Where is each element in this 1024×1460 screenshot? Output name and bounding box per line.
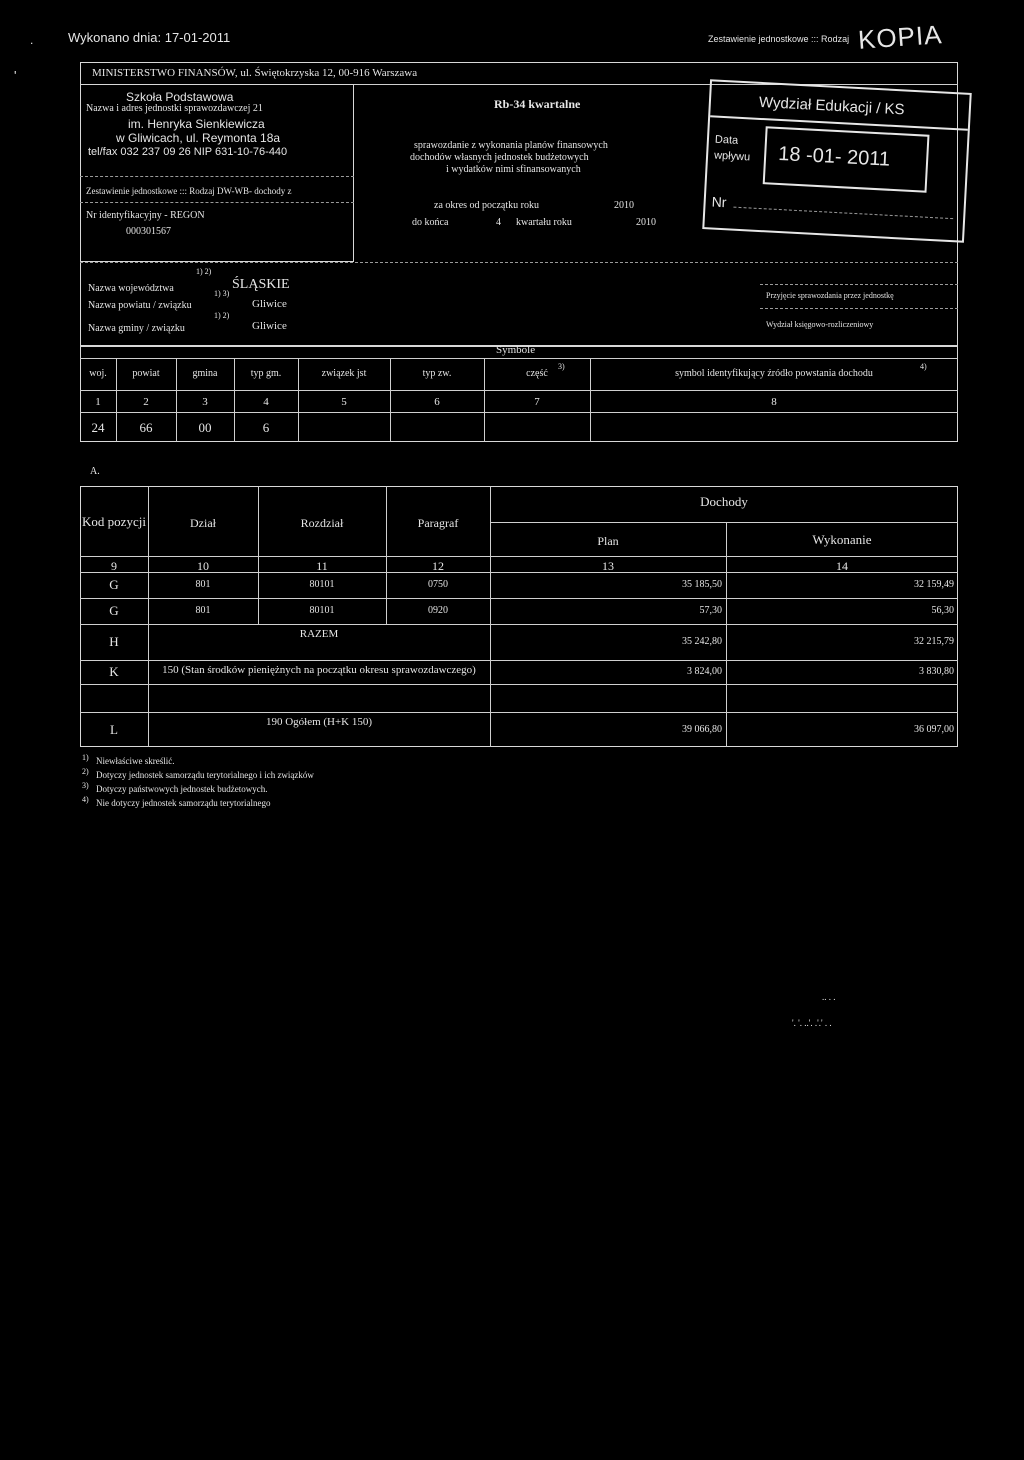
row-line bbox=[80, 624, 958, 625]
symbols-sup-czesc: 3) bbox=[558, 362, 565, 371]
period-from: za okres od początku roku bbox=[434, 200, 539, 211]
right-rule-1 bbox=[760, 284, 958, 285]
scribble-1: .. . . bbox=[822, 992, 836, 1002]
col-number: 14 bbox=[836, 559, 848, 573]
symbols-header-czesc: część bbox=[526, 368, 548, 379]
receipt-stamp bbox=[702, 79, 971, 243]
woj-value: ŚLĄSKIE bbox=[232, 277, 290, 292]
row-desc: 150 (Stan środków pieniężnych na początku okresu sprawozdawczego) bbox=[162, 664, 476, 676]
row-plan: 57,30 bbox=[699, 605, 722, 616]
top-right-text: Zestawienie jednostkowe ::: Rodzaj bbox=[708, 34, 850, 44]
report-desc-3: i wydatków nimi sfinansowanych bbox=[446, 164, 581, 175]
period-to: do końca bbox=[412, 217, 449, 228]
row-paragraf: 0750 bbox=[428, 579, 448, 590]
report-desc-2: dochodów własnych jednostek budżetowych bbox=[410, 152, 589, 163]
footnote-number: 2) bbox=[82, 767, 89, 776]
symbols-num-gmina: 3 bbox=[202, 396, 208, 408]
symbols-value-gmina: 00 bbox=[198, 420, 212, 435]
stamp-rule bbox=[710, 115, 968, 130]
row-desc: RAZEM bbox=[299, 628, 339, 640]
right-note-1: Przyjęcie sprawozdania przez jednostkę bbox=[766, 291, 894, 300]
footnote-text: Niewłaściwe skreślić. bbox=[96, 756, 175, 766]
symbols-sup-symbol: 4) bbox=[920, 362, 927, 371]
row-desc: 190 Ogółem (H+K 150) bbox=[265, 716, 373, 728]
right-note-2: Wydział księgowo-rozliczeniowy bbox=[766, 320, 874, 329]
period-year-2: 2010 bbox=[636, 217, 656, 228]
report-title: Rb-34 kwartalne bbox=[494, 97, 581, 111]
scribble-2: '. '. ..'. .'.' . . bbox=[792, 1018, 832, 1028]
ministry-line: MINISTERSTWO FINANSÓW, ul. Świętokrzyska 12, 00-916 Warszawa bbox=[92, 67, 418, 79]
kopia-stamp: KOPIA bbox=[857, 19, 944, 55]
row-plan: 35 242,80 bbox=[682, 636, 722, 647]
h-paragraf: Paragraf bbox=[417, 516, 459, 530]
stamp-nr: Nr bbox=[711, 193, 727, 211]
symbols-rule-1 bbox=[80, 358, 958, 359]
col-line-rozdzial bbox=[386, 486, 387, 624]
footnote-text: Dotyczy państwowych jednostek budżetowych. bbox=[96, 784, 268, 794]
woj-sup: 1) 2) bbox=[196, 267, 212, 276]
period-quarter-label: kwartału roku bbox=[516, 217, 572, 228]
col-number: 11 bbox=[316, 559, 328, 573]
symbols-header-typ-zw: typ zw. bbox=[422, 368, 452, 379]
woj-label: Nazwa województwa bbox=[88, 283, 174, 294]
footnote-number: 3) bbox=[82, 781, 89, 790]
symbols-header-gmina: gmina bbox=[192, 368, 218, 379]
symbols-header-powiat: powiat bbox=[132, 368, 160, 379]
symbols-num-powiat: 2 bbox=[143, 396, 149, 408]
stamp-date-label: Data wpływu bbox=[713, 133, 751, 164]
col-number: 10 bbox=[197, 559, 209, 573]
symbols-num-typ-gm: 4 bbox=[263, 396, 269, 408]
period-year-1: 2010 bbox=[614, 200, 634, 211]
row-kod: K bbox=[109, 664, 119, 679]
footnote-text: Nie dotyczy jednostek samorządu terytorialnego bbox=[96, 798, 271, 808]
stamp-office: Wydział Edukacji / KS bbox=[758, 93, 905, 119]
row-line bbox=[80, 684, 958, 685]
row-line bbox=[80, 556, 958, 557]
col-number: 9 bbox=[111, 559, 117, 573]
row-kod: L bbox=[110, 721, 118, 737]
h-rozdzial: Rozdział bbox=[300, 516, 344, 530]
school-label: Nazwa i adres jednostki sprawozdawczej 21 bbox=[86, 103, 263, 114]
pow-label: Nazwa powiatu / związku bbox=[88, 300, 192, 311]
row-kod: H bbox=[109, 634, 119, 649]
row-line bbox=[80, 712, 958, 713]
school-line-1: Szkoła Podstawowa bbox=[126, 90, 234, 104]
h-wyk: Wykonanie bbox=[812, 532, 872, 547]
symbols-value-powiat: 66 bbox=[139, 420, 153, 435]
report-desc-1: sprawozdanie z wykonania planów finansowych bbox=[414, 140, 608, 151]
school-line-4: tel/fax 032 237 09 26 NIP 631-10-76-440 bbox=[88, 146, 288, 158]
symbols-header-woj: woj. bbox=[89, 368, 107, 379]
symbols-rule-3 bbox=[80, 412, 958, 413]
row-line bbox=[80, 598, 958, 599]
symbols-title: Symbole bbox=[496, 344, 536, 356]
regon-label: Nr identyfikacyjny - REGON bbox=[86, 210, 205, 221]
pow-value: Gliwice bbox=[252, 298, 287, 310]
gm-value: Gliwice bbox=[252, 320, 287, 332]
row-wyk: 36 097,00 bbox=[914, 723, 954, 735]
regon-value: 000301567 bbox=[126, 226, 171, 237]
school-divider bbox=[80, 176, 354, 177]
row-dzial: 801 bbox=[195, 579, 211, 590]
col-number: 12 bbox=[432, 559, 444, 573]
gm-sup: 1) 2) bbox=[214, 311, 230, 320]
margin-mark: ' bbox=[14, 68, 17, 83]
print-date: Wykonano dnia: 17-01-2011 bbox=[68, 30, 231, 45]
school-line-3: w Gliwicach, ul. Reymonta 18a bbox=[116, 131, 281, 145]
col-line-dzial bbox=[258, 486, 259, 624]
row-plan: 39 066,80 bbox=[682, 723, 722, 735]
symbols-value-typ-gm: 6 bbox=[262, 420, 270, 435]
row-plan: 35 185,50 bbox=[682, 579, 722, 590]
regon-divider bbox=[80, 202, 354, 203]
symbols-value-woj: 24 bbox=[91, 420, 105, 435]
row-line bbox=[80, 660, 958, 661]
symbols-num-woj: 1 bbox=[95, 396, 101, 408]
symbols-header-typ-gm: typ gm. bbox=[250, 368, 282, 379]
row-wyk: 32 215,79 bbox=[914, 636, 954, 647]
symbols-num-typ-zw: 6 bbox=[434, 396, 440, 408]
symbols-num-zwiazek-jst: 5 bbox=[341, 396, 347, 408]
symbols-header-symbol-zrodla: symbol identyfikujący źródło powstania dochodu bbox=[675, 368, 873, 379]
period-quarter: 4 bbox=[496, 217, 501, 228]
row-dzial: 801 bbox=[195, 605, 211, 616]
pow-sup: 1) 3) bbox=[214, 289, 230, 298]
footnote-number: 1) bbox=[82, 753, 89, 762]
gm-label: Nazwa gminy / związku bbox=[88, 323, 185, 334]
dochody-rule bbox=[490, 522, 958, 523]
row-wyk: 3 830,80 bbox=[919, 666, 954, 677]
left-mark: . bbox=[30, 33, 34, 47]
section-a: A. bbox=[90, 466, 100, 477]
zestawienie-line: Zestawienie jednostkowe ::: Rodzaj DW-WB- dochody z bbox=[86, 186, 292, 196]
row-kod: G bbox=[109, 577, 119, 592]
region-top-rule bbox=[80, 262, 958, 263]
school-line-2: im. Henryka Sienkiewicza bbox=[128, 117, 265, 131]
right-rule-2 bbox=[760, 308, 958, 309]
footnote-text: Dotyczy jednostek samorządu terytorialnego i ich związków bbox=[96, 770, 314, 780]
row-wyk: 32 159,49 bbox=[914, 579, 954, 590]
symbols-rule-2 bbox=[80, 390, 958, 391]
row-rozdzial: 80101 bbox=[309, 579, 335, 590]
symbols-num-symbol-zrodla: 8 bbox=[771, 396, 777, 408]
symbols-header-zwiazek-jst: związek jst bbox=[321, 368, 367, 379]
col-number: 13 bbox=[602, 559, 614, 573]
symbols-num-czesc: 7 bbox=[534, 396, 540, 408]
h-dzial: Dział bbox=[190, 516, 216, 530]
footnote-number: 4) bbox=[82, 795, 89, 804]
row-kod: G bbox=[109, 603, 119, 618]
h-dochody: Dochody bbox=[700, 494, 748, 509]
stamp-date: 18 -01- 2011 bbox=[777, 142, 891, 171]
h-plan: Plan bbox=[597, 534, 619, 548]
col-line-dochody bbox=[490, 486, 491, 747]
row-plan: 3 824,00 bbox=[687, 666, 722, 677]
h-kod: Kod pozycji bbox=[82, 514, 146, 529]
row-rozdzial: 80101 bbox=[309, 605, 335, 616]
stamp-nr-line bbox=[733, 207, 953, 220]
row-wyk: 56,30 bbox=[931, 605, 954, 616]
row-paragraf: 0920 bbox=[428, 605, 448, 616]
